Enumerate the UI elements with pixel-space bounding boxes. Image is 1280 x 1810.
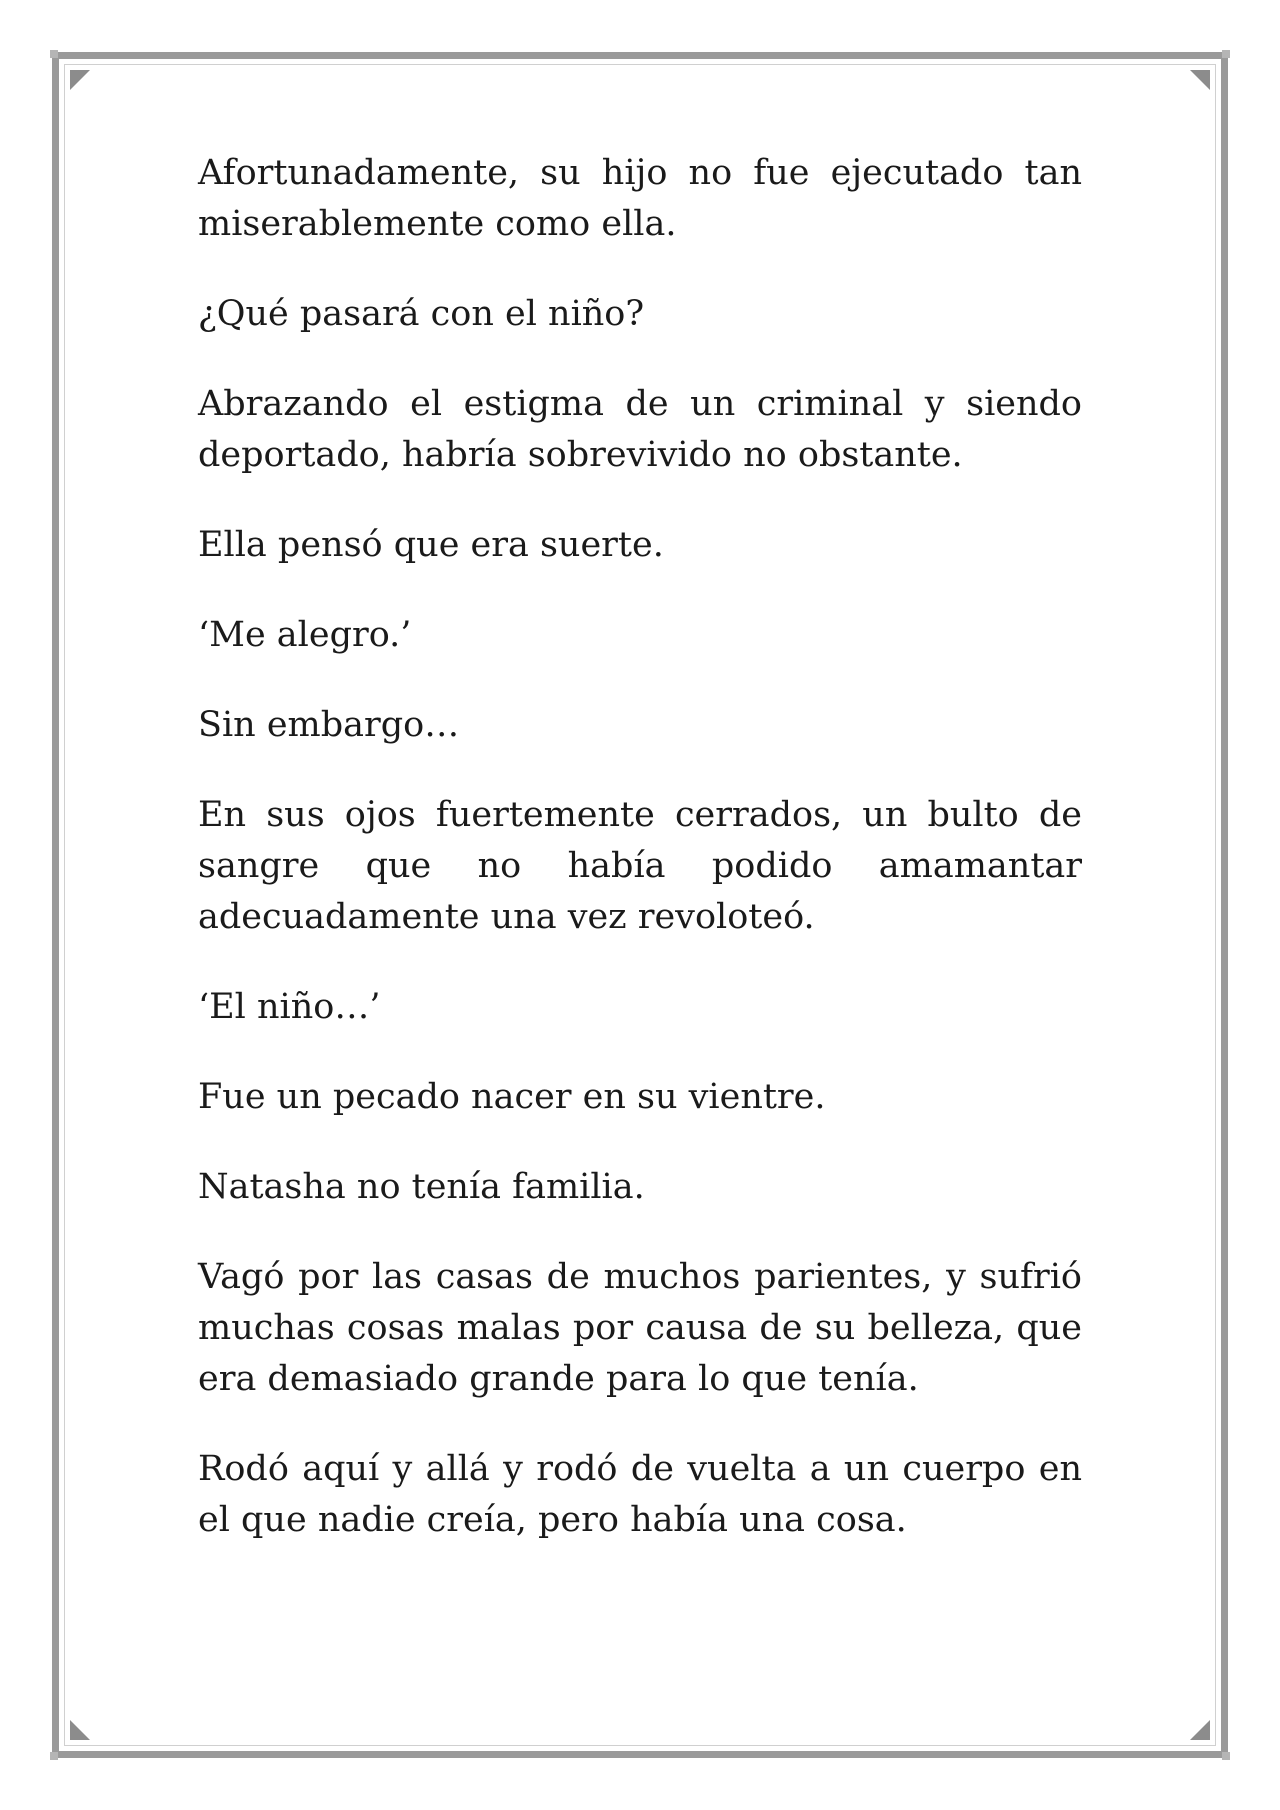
corner-triangle-top-left: [70, 70, 90, 90]
corner-ornament-top-right: [1222, 50, 1230, 58]
paragraph: Sin embargo…: [198, 705, 460, 745]
paragraph: ¿Qué pasará con el niño?: [198, 294, 645, 334]
document-body: [198, 148, 1082, 1585]
corner-triangle-bottom-left: [70, 1720, 90, 1740]
paragraph: ‘El niño…’: [198, 987, 381, 1027]
corner-triangle-top-right: [1190, 70, 1210, 90]
paragraph: Ella pensó que era suerte.: [198, 525, 664, 565]
paragraph: ‘Me alegro.’: [198, 615, 412, 655]
paragraph: Fue un pecado nacer en su vientre.: [198, 1077, 826, 1117]
corner-ornament-top-left: [50, 50, 58, 58]
corner-triangle-bottom-right: [1190, 1720, 1210, 1740]
paragraph: Vagó por las casas de muchos parientes, y sufrió muchas cosas malas por causa de su belleza, que era demasiado grande para lo que tenía.: [198, 1257, 1082, 1399]
corner-ornament-bottom-left: [50, 1752, 58, 1760]
paragraph: Natasha no tenía familia.: [198, 1167, 645, 1207]
corner-ornament-bottom-right: [1222, 1752, 1230, 1760]
paragraph: En sus ojos fuertemente cerrados, un bulto de sangre que no había podido amamantar adecuadamente una vez revoloteó.: [198, 795, 1082, 937]
paragraph: Abrazando el estigma de un criminal y siendo deportado, habría sobrevivido no obstante.: [198, 384, 1082, 475]
paragraph: Rodó aquí y allá y rodó de vuelta a un cuerpo en el que nadie creía, pero había una cosa.: [198, 1449, 1082, 1540]
paragraph: Afortunadamente, su hijo no fue ejecutado tan miserablemente como ella.: [198, 153, 1082, 244]
